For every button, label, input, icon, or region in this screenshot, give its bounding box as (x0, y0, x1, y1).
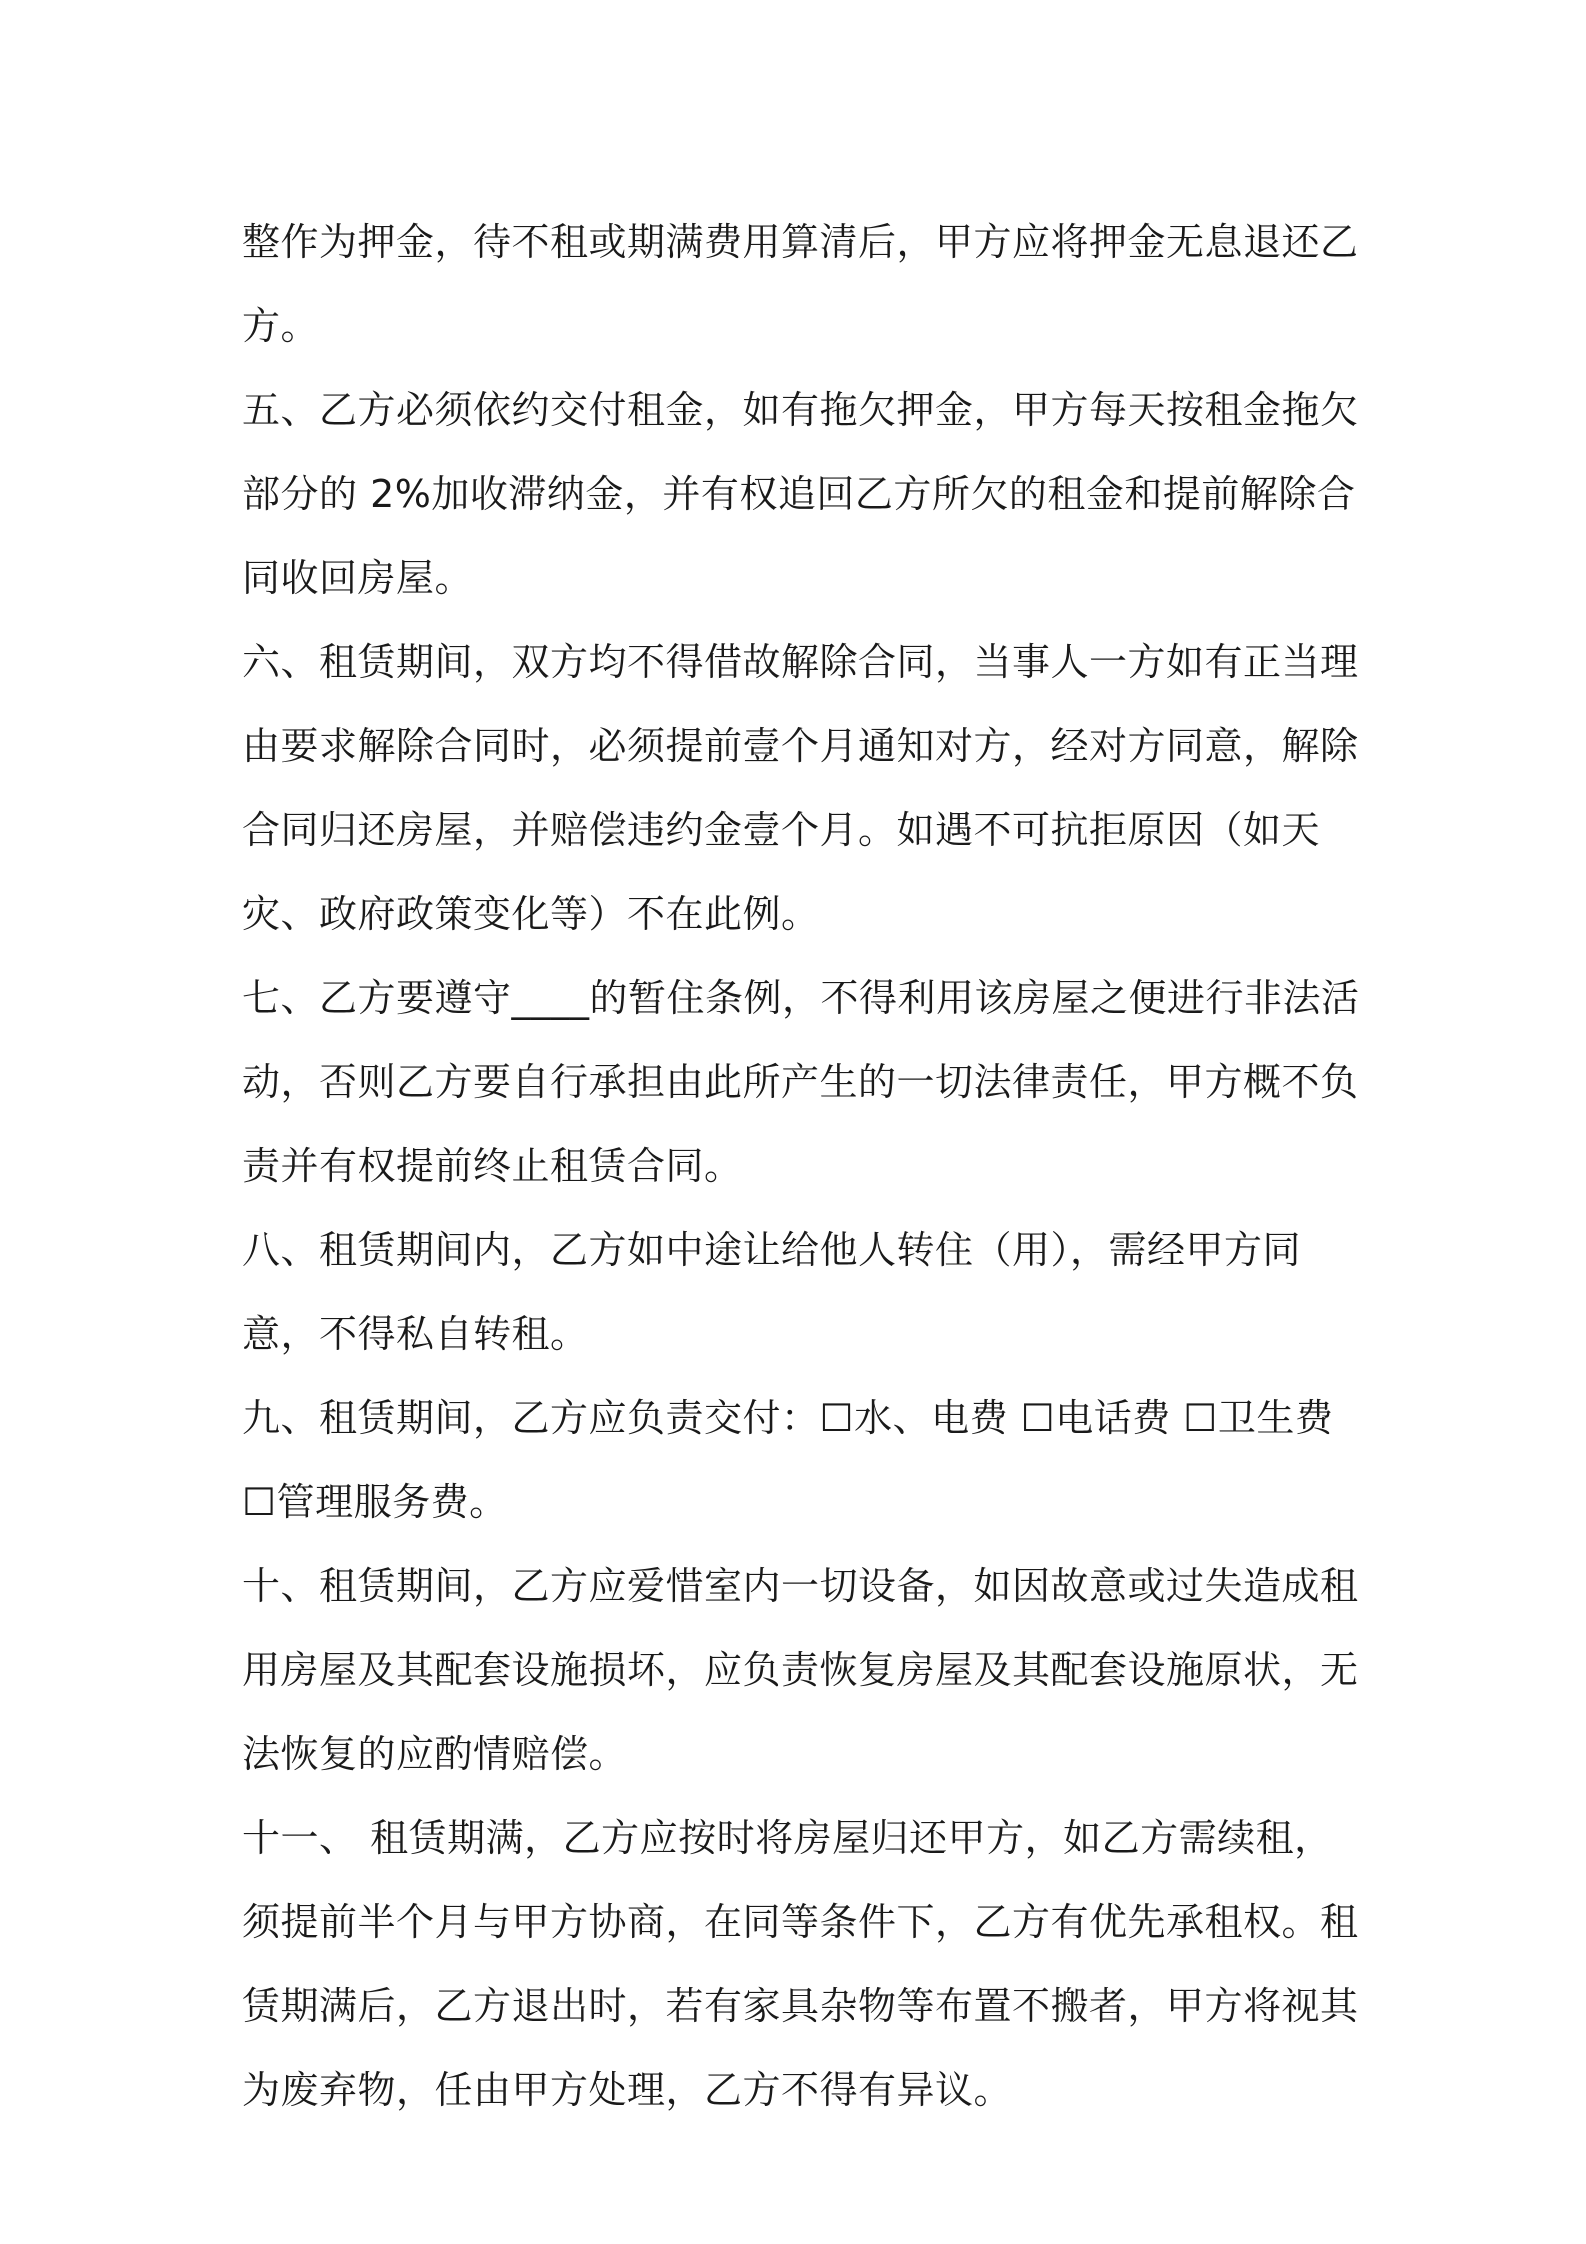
clause-9-fees: 九、租赁期间，乙方应负责交付：☐水、电费 ☐电话费 ☐卫生费 ☐管理服务费。 (242, 1396, 1346, 1524)
clause-11-lease-expiry: 十一、 租赁期满，乙方应按时将房屋归还甲方，如乙方需续租，须提前半个月与甲方协商，在同等条件下，乙方有优先承租权。租赁期满后，乙方退出时，若有家具杂物等布置不搬者，甲方将视其为废弃物，任由甲方处理，乙方不得有异议。 (242, 1816, 1359, 2112)
clause-5-rent-payment: 五、乙方必须依约交付租金，如有拖欠押金，甲方每天按租金拖欠部分的 2%加收滞纳金，并有权追回乙方所欠的租金和提前解除合同收回房屋。 (242, 388, 1359, 600)
clause-10-equipment: 十、租赁期间，乙方应爱惜室内一切设备，如因故意或过失造成租用房屋及其配套设施损坏，应负责恢复房屋及其配套设施原状，无法恢复的应酌情赔偿。 (242, 1564, 1359, 1776)
clause-7-residence-rules: 七、乙方要遵守____的暂住条例，不得利用该房屋之便进行非法活动，否则乙方要自行承担由此所产生的一切法律责任，甲方概不负责并有权提前终止租赁合同。 (242, 976, 1360, 1188)
document-body (242, 200, 1362, 2132)
clause-8-sublease: 八、租赁期间内，乙方如中途让给他人转住（用），需经甲方同意，不得私自转租。 (242, 1228, 1302, 1356)
paragraph-deposit-return: 整作为押金，待不租或期满费用算清后，甲方应将押金无息退还乙方。 (242, 220, 1359, 348)
clause-6-termination: 六、租赁期间，双方均不得借故解除合同，当事人一方如有正当理由要求解除合同时，必须提前壹个月通知对方，经对方同意，解除合同归还房屋，并赔偿违约金壹个月。如遇不可抗拒原因（如天灾、政府政策变化等）不在此例。 (242, 640, 1359, 936)
